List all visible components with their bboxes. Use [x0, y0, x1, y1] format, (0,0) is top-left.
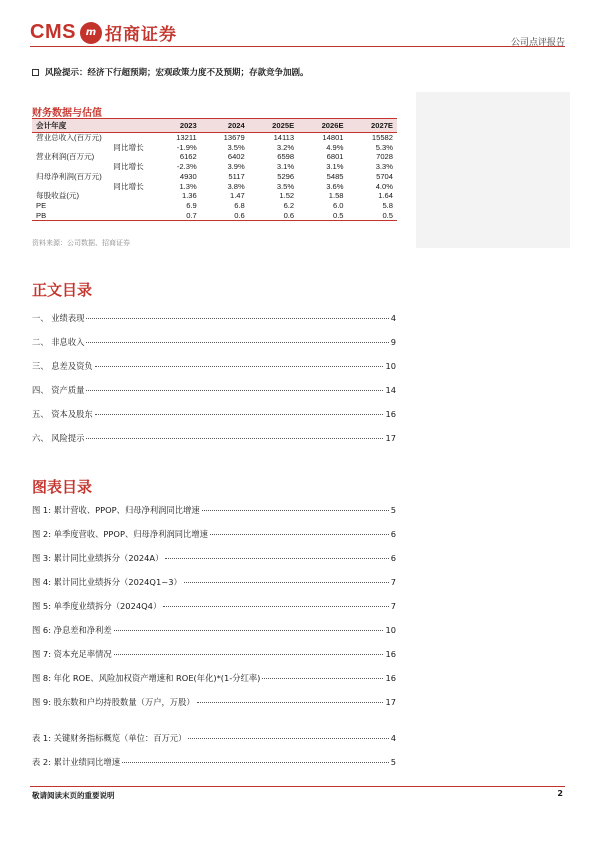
column-header-label: 会计年度 [32, 119, 154, 133]
table-cell: 14801 [322, 133, 344, 142]
table-row [32, 152, 397, 162]
toc-entry-label: 图 4: 累计同比业绩拆分（2024Q1~3） [32, 577, 182, 587]
figure-entry[interactable] [32, 528, 396, 552]
table-row [32, 162, 397, 172]
table-cell: 6801 [326, 152, 344, 162]
table-cell: 0.5 [298, 211, 347, 221]
toc-entry-label: 图 6: 净息差和净利差 [32, 625, 112, 635]
toc-entry-page: 16 [385, 673, 396, 683]
table-cell: 1.58 [328, 191, 344, 201]
toc-entry[interactable] [32, 336, 396, 360]
logo-cms-text: CMS [30, 21, 76, 43]
toc-entry-page: 7 [390, 577, 396, 587]
row-label: PE [36, 200, 47, 210]
toc-entry-page: 17 [385, 697, 396, 707]
table-row [32, 191, 397, 201]
table-cell: 1.36 [181, 191, 197, 201]
dot-leader [163, 606, 388, 607]
dot-leader [86, 390, 383, 391]
page-number: 2 [557, 789, 563, 798]
table-cell: 13211 [176, 133, 197, 142]
figure-entry[interactable] [32, 576, 396, 600]
table-row [32, 133, 397, 143]
financials-table [32, 119, 397, 221]
table-row [32, 172, 397, 182]
dot-leader [122, 762, 389, 763]
toc-entry-page: 16 [385, 409, 396, 419]
column-header-year: 2024 [201, 119, 249, 133]
toc-entry-page: 6 [390, 529, 396, 539]
table-cell: 0.6 [201, 211, 249, 221]
toc-entry-page: 4 [390, 733, 396, 743]
toc-entry-label: 图 5: 单季度业绩拆分（2024Q4） [32, 601, 162, 611]
table-cell: 3.1% [326, 162, 344, 172]
toc-entry-label: 表 1: 关键财务指标概览（单位：百万元） [32, 733, 187, 743]
table-cell: 1.52 [279, 191, 295, 201]
table-cell: 7028 [376, 152, 393, 162]
toc-entry-page: 7 [390, 601, 396, 611]
financials-source: 资料来源：公司数据、招商证券 [32, 239, 130, 247]
column-header-year: 2027E [348, 119, 397, 133]
dot-leader [95, 414, 384, 415]
table-cell: 3.5% [276, 181, 295, 191]
table-cell: 3.1% [276, 162, 295, 172]
dot-leader [86, 342, 388, 343]
bullet-square-icon [32, 69, 39, 76]
risk-text: 经济下行超预期；宏观政策力度不及预期；存款竞争加剧。 [87, 68, 309, 78]
table-cell: 3.6% [326, 181, 344, 191]
table-cell: 6402 [227, 152, 245, 162]
figure-entry[interactable] [32, 600, 396, 624]
table-cell: 6.2 [283, 200, 295, 210]
toc-entry-page: 10 [385, 625, 396, 635]
figures-list [32, 504, 396, 720]
toc-entry-page: 4 [390, 313, 396, 323]
table-entry[interactable] [32, 732, 396, 756]
toc-entry-label: 图 2: 单季度营收、PPOP、归母净利润同比增速 [32, 529, 208, 539]
table-entry[interactable] [32, 756, 396, 780]
figures-title: 图表目录 [32, 478, 93, 496]
dot-leader [86, 318, 388, 319]
toc-entry[interactable] [32, 360, 396, 384]
report-type: 公司点评报告 [510, 38, 565, 48]
table-cell: 5485 [326, 171, 344, 181]
table-cell: 15582 [371, 133, 393, 142]
header-divider [30, 46, 565, 47]
table-cell: 3.3% [375, 162, 393, 172]
figure-entry[interactable] [32, 672, 396, 696]
row-label: 同比增长 [113, 142, 144, 152]
table-cell: 1.3% [179, 181, 197, 191]
toc-entry-label: 图 1: 累计营收、PPOP、归母净利润同比增速 [32, 505, 200, 515]
dot-leader [197, 702, 384, 703]
table-cell: 5.8 [382, 200, 393, 210]
dot-leader [202, 510, 389, 511]
dot-leader [86, 438, 383, 439]
table-cell: 1.64 [378, 191, 393, 201]
table-row [32, 182, 397, 192]
dot-leader [114, 630, 384, 631]
figure-entry[interactable] [32, 504, 396, 528]
footer-divider [30, 786, 565, 787]
toc-entry-page: 6 [390, 553, 396, 563]
table-cell: 4.0% [375, 181, 393, 191]
toc-entry[interactable] [32, 384, 396, 408]
footer-disclaimer: 敬请阅读末页的重要说明 [32, 791, 115, 800]
toc-entry-page: 10 [385, 361, 396, 371]
toc-entry-label: 一、 业绩表现 [32, 313, 85, 323]
table-cell: 6162 [179, 152, 197, 162]
dot-leader [210, 534, 389, 535]
row-label: 营业利润(百万元) [36, 152, 95, 162]
column-header-year: 2025E [249, 119, 298, 133]
table-cell: 6598 [277, 152, 295, 162]
table-cell: 3.2% [276, 142, 295, 152]
risk-label: 风险提示： [45, 68, 88, 78]
tables-list [32, 732, 396, 780]
toc-entry-label: 六、 风险提示 [32, 433, 85, 443]
figure-entry[interactable] [32, 648, 396, 672]
row-label: 归母净利润(百万元) [36, 171, 102, 181]
table-cell: 6.0 [332, 200, 344, 210]
table-row [32, 143, 397, 153]
table-cell: 0.7 [154, 211, 201, 221]
toc-entry-page: 16 [385, 649, 396, 659]
table-cell: 13679 [223, 133, 245, 142]
toc-entry-label: 图 7: 资本充足率情况 [32, 649, 112, 659]
table-cell: 5.3% [375, 142, 393, 152]
toc-entry-label: 图 3: 累计同比业绩拆分（2024A） [32, 553, 164, 563]
table-row [32, 201, 397, 211]
toc-entry[interactable] [32, 408, 396, 432]
table-cell: 0.5 [348, 211, 397, 221]
table-cell: -2.3% [176, 162, 197, 172]
column-header-year: 2023 [154, 119, 201, 133]
logo-cn-text: 招商证券 [104, 25, 177, 45]
table-cell: 14113 [273, 133, 295, 142]
dot-leader [262, 678, 383, 679]
dot-leader [188, 738, 388, 739]
toc-entry-label: 图 8: 年化 ROE、风险加权资产增速和 ROE(年化)*(1-分红率) [32, 673, 261, 683]
table-cell: 1.47 [229, 191, 245, 201]
figure-entry[interactable] [32, 552, 396, 576]
row-label: PB [32, 211, 154, 221]
toc-list [32, 312, 396, 456]
toc-entry-page: 9 [390, 337, 396, 347]
toc-entry-label: 图 9: 股东数和户均持股数量（万户，万股） [32, 697, 195, 707]
toc-entry-label: 三、 息差及资负 [32, 361, 93, 371]
toc-entry-label: 五、 资本及股东 [32, 409, 93, 419]
financials-title: 财务数据与估值 [32, 108, 102, 119]
table-cell: 5117 [228, 171, 245, 181]
table-cell: 5296 [277, 171, 295, 181]
logo-badge-icon: m [80, 22, 102, 44]
toc-title: 正文目录 [32, 281, 93, 299]
figure-entry[interactable] [32, 624, 396, 648]
row-label: 营业总收入(百万元) [36, 133, 102, 142]
toc-entry-page: 5 [390, 505, 396, 515]
table-cell: 4930 [179, 171, 197, 181]
toc-entry[interactable] [32, 432, 396, 456]
table-cell: 3.5% [227, 142, 245, 152]
table-cell: 3.8% [227, 181, 245, 191]
table-header-row [32, 119, 397, 133]
table-cell: 6.9 [186, 200, 197, 210]
table-cell: 3.9% [227, 162, 245, 172]
sidebar-panel [416, 92, 570, 248]
table-cell: 5704 [376, 171, 393, 181]
table-cell: 6.8 [234, 200, 245, 210]
dot-leader [165, 558, 388, 559]
toc-entry-label: 表 2: 累计业绩同比增速 [32, 757, 121, 767]
table-row [32, 211, 397, 221]
dot-leader [95, 366, 384, 367]
toc-entry-page: 5 [390, 757, 396, 767]
row-label: 每股收益(元) [36, 191, 80, 201]
toc-entry[interactable] [32, 312, 396, 336]
row-label: 同比增长 [113, 162, 144, 172]
cms-logo [30, 20, 177, 45]
table-cell: 0.6 [249, 211, 298, 221]
table-cell: 4.9% [326, 142, 344, 152]
table-cell: -1.9% [176, 142, 197, 152]
risk-warning [32, 66, 309, 78]
figure-entry[interactable] [32, 696, 396, 720]
toc-entry-page: 17 [385, 433, 396, 443]
toc-entry-label: 二、 非息收入 [32, 337, 85, 347]
toc-entry-label: 四、 资产质量 [32, 385, 85, 395]
dot-leader [184, 582, 389, 583]
row-label: 同比增长 [113, 181, 144, 191]
column-header-year: 2026E [298, 119, 347, 133]
toc-entry-page: 14 [385, 385, 396, 395]
dot-leader [114, 654, 384, 655]
